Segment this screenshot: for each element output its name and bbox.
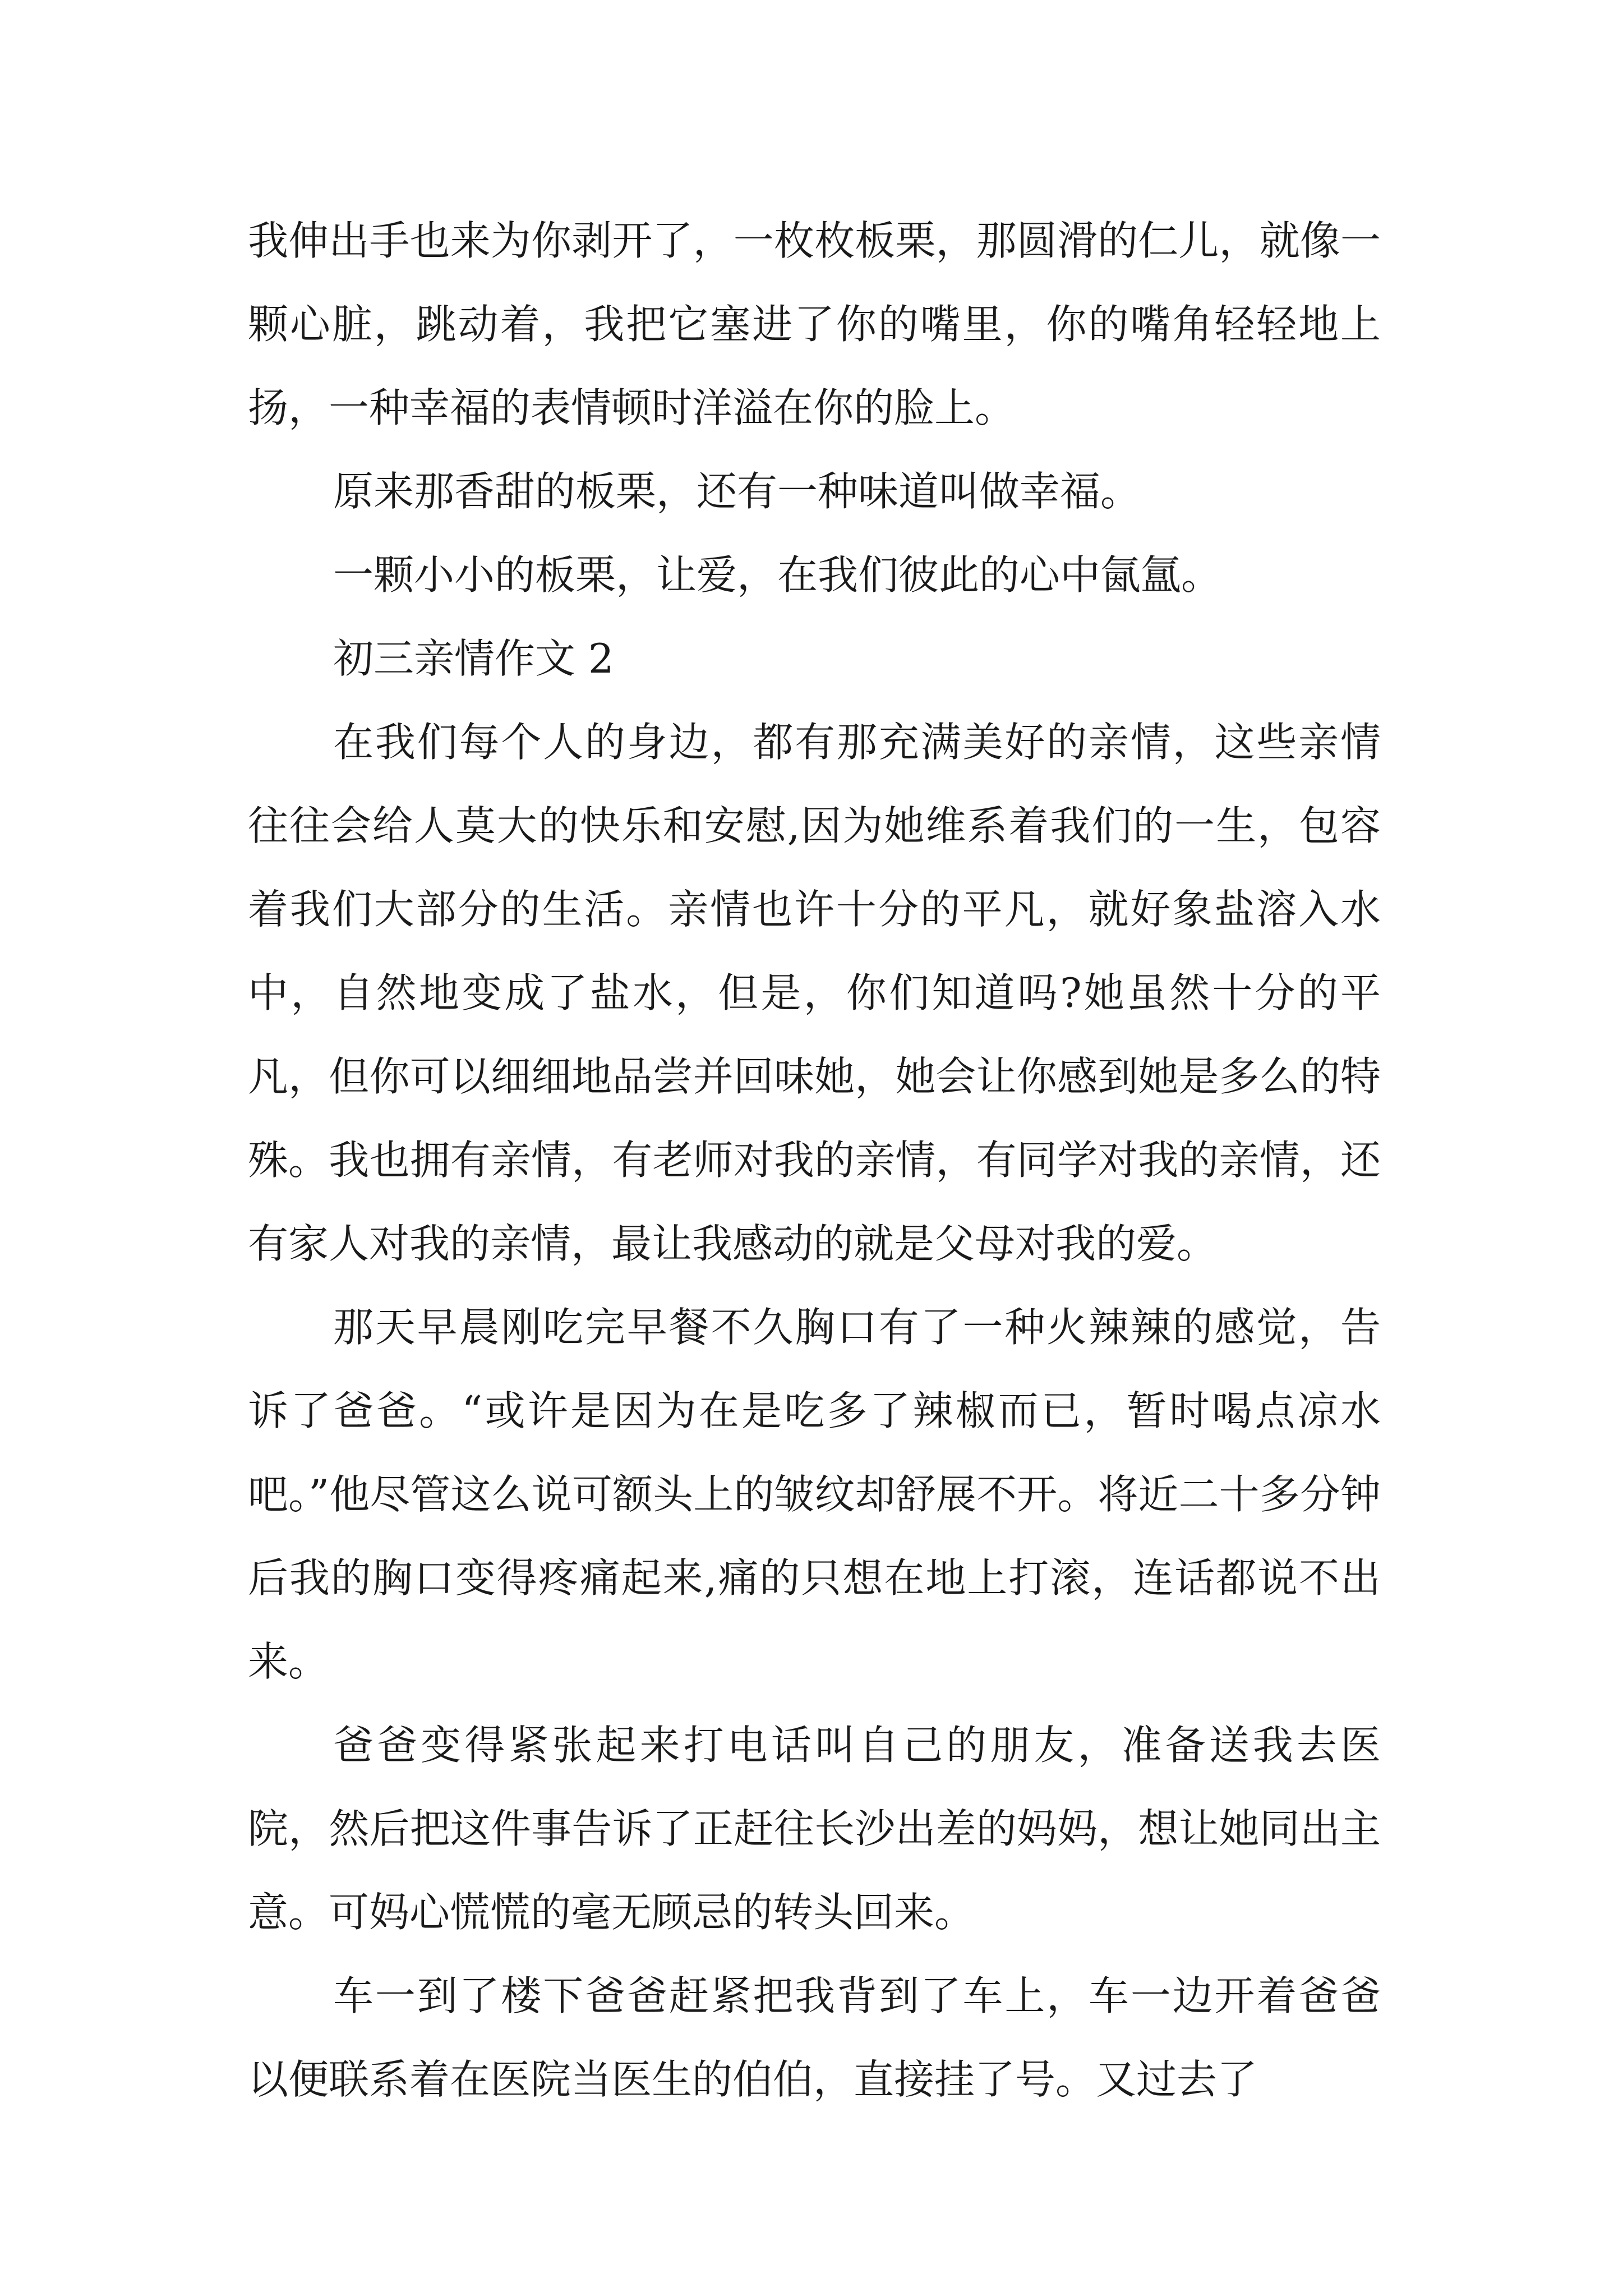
- paragraph: 原来那香甜的板栗，还有一种味道叫做幸福。: [333, 468, 1141, 515]
- paragraph: 在我们每个人的身边，都有那充满美好的亲情，这些亲情往往会给人莫大的快乐和安慰,因为她维系着我们的一生，包容着我们大部分的生活。亲情也许十分的平凡，就好象盐溶入水中，自然地变成了盐水，但是，你们知道吗?她虽然十分的平凡，但你可以细细地品尝并回味她，她会让你感到她是多么的特殊。我也拥有亲情，有老师对我的亲情，有同学对我的亲情，还有家人对我的亲情，最让我感动的就是父母对我的爱。: [248, 719, 1381, 1267]
- paragraph: 爸爸变得紧张起来打电话叫自己的朋友，准备送我去医院，然后把这件事告诉了正赶往长沙出差的妈妈，想让她同出主意。可妈心慌慌的毫无顾忌的转头回来。: [248, 1722, 1381, 1936]
- paragraph-continuation: 我伸出手也来为你剥开了，一枚枚板栗，那圆滑的仁儿，就像一颗心脏，跳动着，我把它塞进了你的嘴里，你的嘴角轻轻地上扬，一种幸福的表情顿时洋溢在你的脸上。: [248, 217, 1381, 431]
- paragraph: 那天早晨刚吃完早餐不久胸口有了一种火辣辣的感觉，告诉了爸爸。“或许是因为在是吃多了辣椒而已，暂时喝点凉水吧。”他尽管这么说可额头上的皱纹却舒展不开。将近二十多分钟后我的胸口变得疼痛起来,痛的只想在地上打滚，连话都说不出来。: [248, 1304, 1381, 1685]
- section-heading: 初三亲情作文 2: [333, 635, 614, 682]
- document-body: [248, 199, 1381, 2122]
- paragraph: 一颗小小的板栗，让爱，在我们彼此的心中氤氲。: [333, 551, 1222, 599]
- paragraph: 车一到了楼下爸爸赶紧把我背到了车上，车一边开着爸爸以便联系着在医院当医生的伯伯，直接挂了号。又过去了: [248, 1972, 1381, 2103]
